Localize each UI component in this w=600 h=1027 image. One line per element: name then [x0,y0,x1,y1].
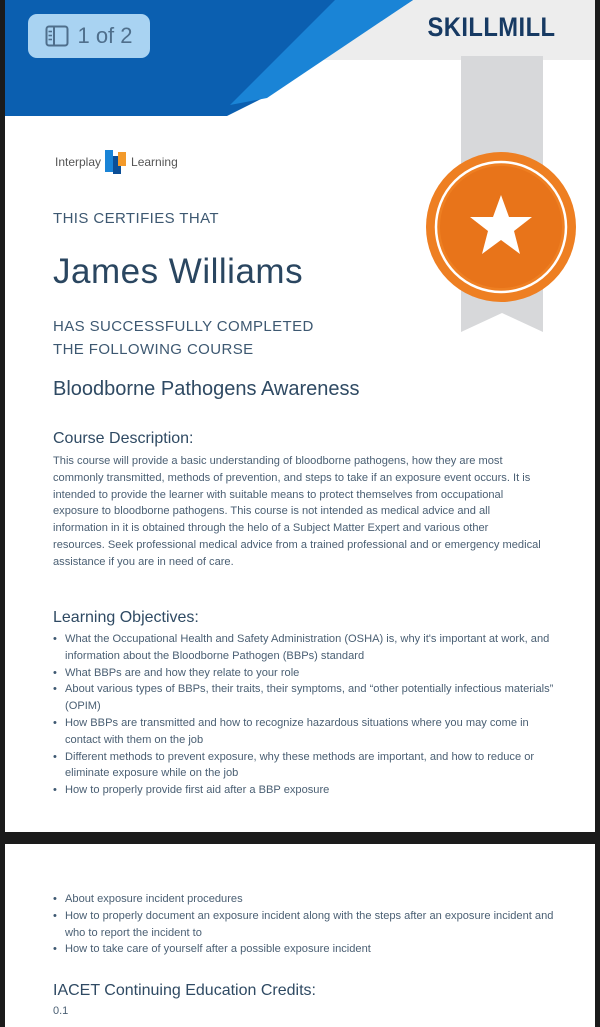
logo-right-text: Learning [131,155,178,169]
objectives-list-continued [53,891,565,958]
objectives-list [53,631,565,799]
objective-item: • How to take care of yourself after a possible exposure incident [65,941,565,958]
objective-item: • What the Occupational Health and Safety Administration (OSHA) is, why it's important at work, and information about the Bloodborne Pathogen (BBPs) standard [65,631,565,665]
objective-item: • Different methods to prevent exposure, why these methods are important, and how to reduce or eliminate exposure while on the job [65,749,565,783]
book-pages-icon [45,25,69,47]
objective-item: • How to properly document an exposure incident along with the steps after an exposure incident and who to report the incident to [65,908,565,942]
course-title: Bloodborne Pathogens Awareness [53,378,360,400]
objective-item: • About various types of BBPs, their traits, their symptoms, and “other potentially infectious materials” (OPIM) [65,681,565,715]
credits-heading: IACET Continuing Education Credits: [53,982,316,999]
star-medal-icon [425,151,577,303]
page-indicator-label: 1 of 2 [77,23,133,48]
certificate-page-1 [5,0,595,832]
page-indicator[interactable] [28,14,150,58]
recipient-name: James Williams [53,252,304,291]
completed-line-2: THE FOLLOWING COURSE [53,341,254,358]
brand-logo: SKILLMILL [426,12,555,42]
certificate-page-2 [5,844,595,1027]
objectives-heading: Learning Objectives: [53,609,199,626]
certifies-line: THIS CERTIFIES THAT [53,210,219,227]
logo-left-text: Interplay [55,155,102,169]
objective-item: • How to properly provide first aid after a BBP exposure [65,782,565,799]
objective-item: • About exposure incident procedures [65,891,565,908]
interplay-learning-logo [55,148,178,176]
credits-value: 0.1 [53,1005,69,1017]
completed-line-1: HAS SUCCESSFULLY COMPLETED [53,318,314,335]
completed-text [53,315,314,361]
logo-mark-icon [104,148,128,176]
course-description: This course will provide a basic understanding of bloodborne pathogens, how they are most commonly transmitted, methods of prevention, and steps to take if an exposure event occurs. It is intended to provide the learner with suitable means to protect themselves from occupational exposure to bloodborne pathogens. This course is not intended as medical advice and all information in it is obtained through the helo of a Subject Matter Expert and various other resources. Seek professional medical advice from a trained professional and or emergency medical assistance if you are in need of care. [53,455,541,568]
objective-item: • What BBPs are and how they relate to your role [65,665,565,682]
objective-item: • How BBPs are transmitted and how to recognize hazardous situations where you may come in contact with them on the job [65,715,565,749]
description-heading: Course Description: [53,430,194,447]
